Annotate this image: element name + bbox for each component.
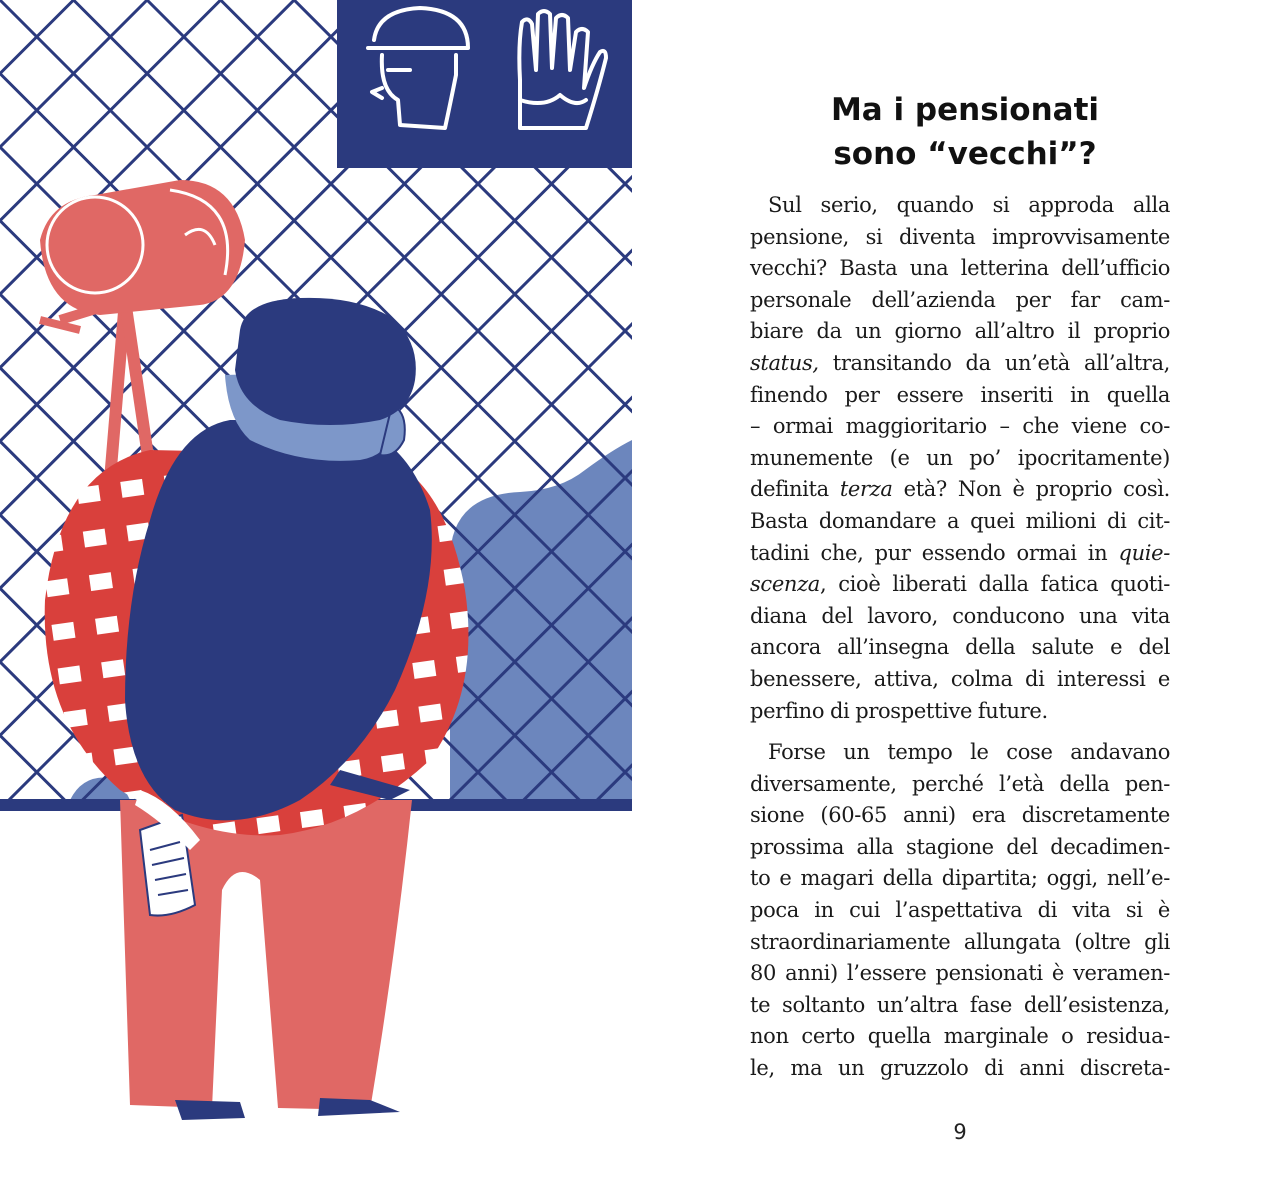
text-line: vecchi? Basta una letterina dell’ufficio — [750, 256, 1170, 281]
paragraph-2 — [750, 737, 1170, 1085]
text-line — [750, 538, 1170, 570]
page-number: 9 — [953, 1120, 967, 1144]
text-line — [750, 569, 1170, 601]
italic-term: terza — [839, 477, 893, 502]
italic-term: scenza — [750, 572, 820, 597]
title-line: sono “vecchi”? — [833, 136, 1097, 172]
text-line: Basta domandare a quei milioni di cit- — [750, 508, 1170, 533]
text-line: prossima alla stagione del decadimen- — [750, 834, 1170, 859]
text-line: biare da un giorno all’altro il proprio — [750, 319, 1170, 344]
text-fragment: tadini che, pur essendo ormai in — [750, 540, 1119, 565]
text-line: straordinariamente allungata (oltre gli — [750, 929, 1170, 954]
text-line: personale dell’azienda per far cam- — [750, 287, 1170, 312]
text-line: munemente (e un po’ ipocritamente) — [750, 445, 1170, 470]
text-fragment: transitando da un’età all’altra, — [818, 350, 1170, 375]
page-title — [750, 88, 1170, 176]
text-line: te soltanto un’altra fase dell’esistenza, — [750, 992, 1170, 1017]
text-line: perfino di prospettive future. — [750, 698, 1048, 723]
text-line: – ormai maggioritario – che viene co- — [750, 414, 1170, 439]
text-line: 80 anni) l’essere pensionati è veramen- — [750, 961, 1170, 986]
text-line: sione (60-65 anni) era discretamente — [750, 803, 1170, 828]
text-line: ancora all’insegna della salute e del — [750, 635, 1170, 660]
text-line: finendo per essere inseriti in quella — [750, 382, 1170, 407]
text-line: pensione, si diventa improvvisamente — [750, 224, 1170, 249]
text-fragment: età? Non è proprio così. — [892, 477, 1171, 502]
paragraph-1 — [750, 190, 1170, 727]
text-line: poca in cui l’aspettativa di vita si è — [750, 898, 1170, 923]
beret — [235, 298, 416, 425]
text-line: Sul serio, quando si approda alla — [768, 193, 1170, 217]
text-line — [750, 474, 1170, 506]
text-line: le, ma un gruzzolo di anni discreta- — [750, 1056, 1170, 1081]
italic-term: quie- — [1118, 540, 1170, 565]
text-column — [750, 88, 1170, 1095]
italic-term: status, — [750, 350, 819, 375]
text-fragment: definita — [750, 477, 840, 502]
text-line: Forse un tempo le cose andavano — [768, 740, 1170, 765]
safety-sign — [337, 0, 632, 168]
text-line: diana del lavoro, conducono una vita — [750, 603, 1170, 628]
text-line: benessere, attiva, colma di interessi e — [750, 666, 1170, 691]
title-line: Ma i pensionati — [830, 92, 1100, 128]
text-line: diversamente, perché l’età della pen- — [750, 771, 1170, 796]
text-fragment: , cioè liberati dalla fatica quoti- — [819, 572, 1170, 597]
text-line: non certo quella marginale o residua- — [750, 1024, 1170, 1049]
text-line: to e magari della dipartita; oggi, nell’e- — [750, 866, 1170, 891]
text-line — [750, 348, 1170, 380]
